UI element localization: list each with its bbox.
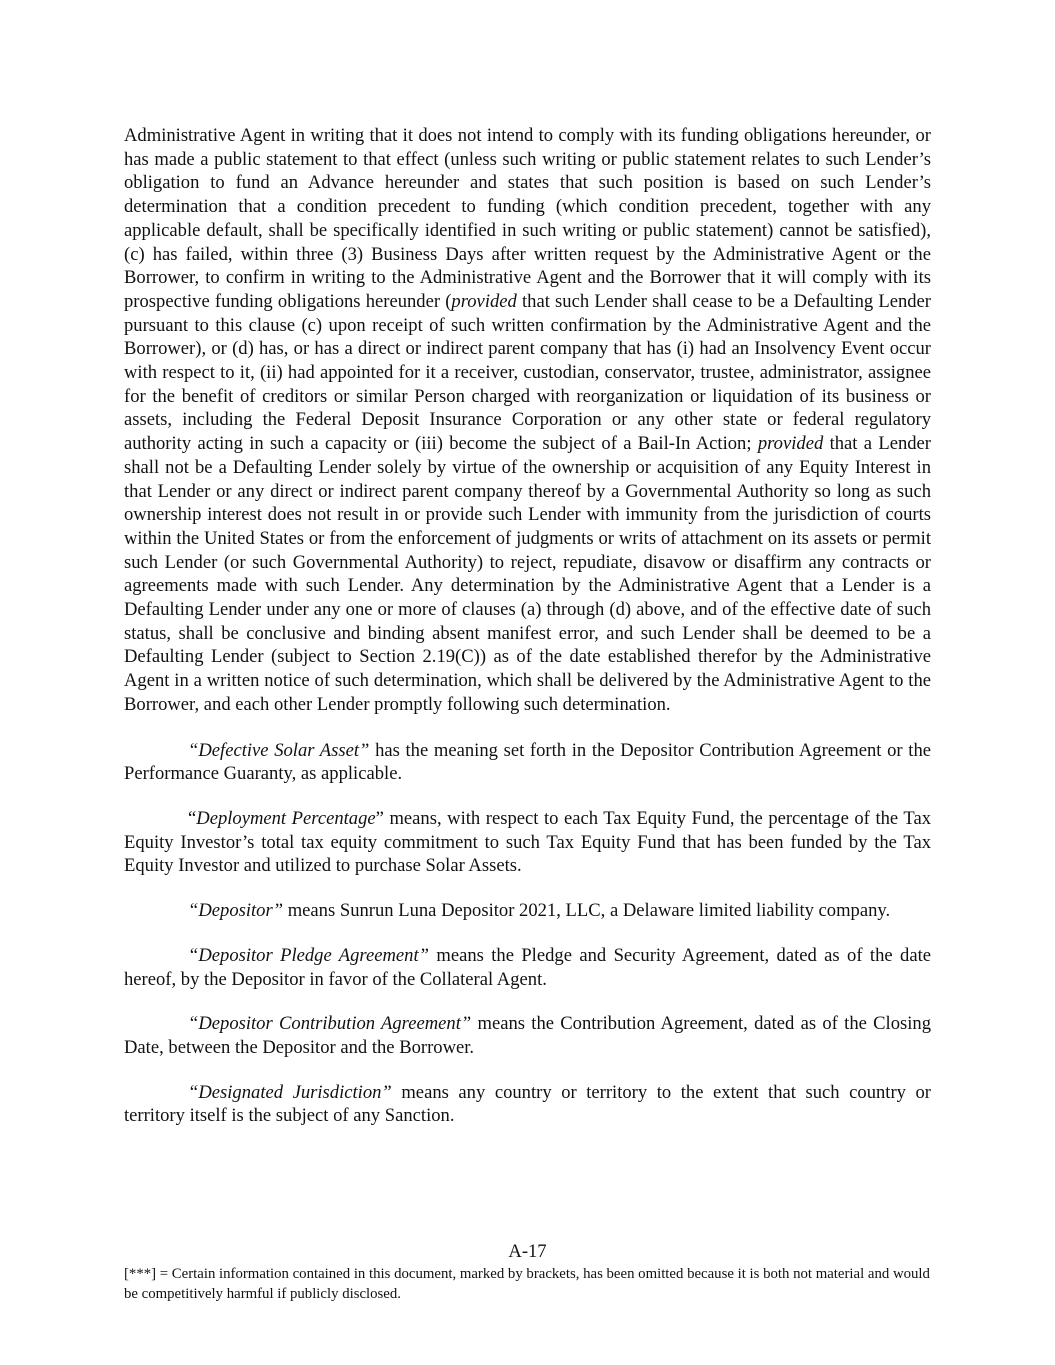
text-run: means the Contribution Agreement, dated as of the Closing Date, between the Depositor and the Borrower. — [124, 1013, 932, 1058]
definitions-body — [124, 124, 931, 1149]
text-run: ” means, with respect to each Tax Equity Fund, the percentage of the Tax Equity Investor’s total tax equity commitment to such Tax Equity Fund that has been funded by the Tax Equity Investor and utilized to purchase Solar Assets. — [124, 807, 931, 877]
text-run: has the meaning set forth in the Depositor Contribution Agreement or the Performance Guaranty, as applicable. — [124, 739, 931, 785]
definition-deployment-percentage — [124, 807, 931, 878]
definition-depositor-pledge-agreement — [124, 944, 931, 991]
text-run: means any country or territory to the extent that such country or territory itself is the subject of any Sanction. — [124, 1081, 931, 1127]
text-run: that such Lender shall cease to be a Defaulting Lender pursuant to this clause (c) upon receipt of such written confirmation by the Administrative Agent and the Borrower), or (d) has, or has a direct or indirect parent company that has (i) had an Insolvency Event occur with respect to it, (ii) had appointed for it a receiver, custodian, conservator, trustee, administrator, assignee for the benefit of creditors or similar Person charged with reorganization or liquidation of its business or assets, including the Federal Deposit Insurance Corporation or any other state or federal regulatory authority acting in such a capacity or (iii) become the subject of a Bail-In Action; — [124, 290, 931, 455]
italic-run: “Depositor” — [188, 900, 284, 922]
text-run: means the Pledge and Security Agreement, dated as of the date hereof, by the Depositor in favor of the Collateral Agent. — [124, 944, 931, 990]
italic-run: provided — [451, 290, 517, 312]
text-run: means Sunrun Luna Depositor 2021, LLC, a Delaware limited liability company. — [283, 900, 891, 922]
text-run: Administrative Agent in writing that it does not intend to comply with its funding obligations hereunder, or has made a public statement to that effect (unless such writing or public statement relates to such Lender’s obligation to fund an Advance hereunder and states that such position is based on such Lender’s determination that a condition precedent to funding (which condition precedent, together with any applicable default, shall be specifically identified in such writing or public statement) cannot be satisfied), (c) has failed, within three (3) Business Days after written request by the Administrative Agent or the Borrower, to confirm in writing to the Administrative Agent and the Borrower that it will comply with its prospective funding obligations hereunder ( — [124, 125, 931, 312]
italic-run: “Defective Solar Asset” — [188, 739, 370, 761]
paragraph-defaulting-lender-continued — [124, 124, 931, 717]
italic-run: Deployment Percentage — [196, 807, 376, 829]
definition-depositor-contribution-agreement — [124, 1012, 931, 1059]
text-run: “ — [188, 807, 197, 829]
italic-run: “Depositor Pledge Agreement” — [188, 944, 429, 966]
italic-run: provided — [757, 433, 824, 455]
page-number: A-17 — [508, 1241, 547, 1262]
text-run: that a Lender shall not be a Defaulting Lender solely by virtue of the ownership or acquisition of any Equity Interest in that Lender or any direct or indirect parent company thereof by a Governmental Authority so long as such ownership interest does not result in or provide such Lender with immunity from the jurisdiction of courts within the United States or from the enforcement of judgments or writs of attachment on its assets or permit such Lender (or such Governmental Authority) to reject, repudiate, disavow or disaffirm any contracts or agreements made with such Lender. Any determination by the Administrative Agent that a Lender is a Defaulting Lender under any one or more of clauses (a) through (d) above, and of the effective date of such status, shall be conclusive and binding absent manifest error, and such Lender shall be deemed to be a Defaulting Lender (subject to Section 2.19(C)) as of the date established therefor by the Administrative Agent in a written notice of such determination, which shall be delivered by the Administrative Agent to the Borrower, and each other Lender promptly following such determination. — [124, 433, 931, 715]
definition-depositor — [124, 899, 931, 923]
italic-run: “Designated Jurisdiction” — [188, 1081, 392, 1103]
redaction-footnote: [***] = Certain information contained in this document, marked by brackets, has been omitted because it is both not material and would be competitively harmful if publicly disclosed. — [124, 1266, 930, 1302]
definition-defective-solar-asset — [124, 739, 931, 786]
definition-designated-jurisdiction — [124, 1081, 931, 1128]
italic-run: “Depositor Contribution Agreement” — [188, 1013, 472, 1035]
